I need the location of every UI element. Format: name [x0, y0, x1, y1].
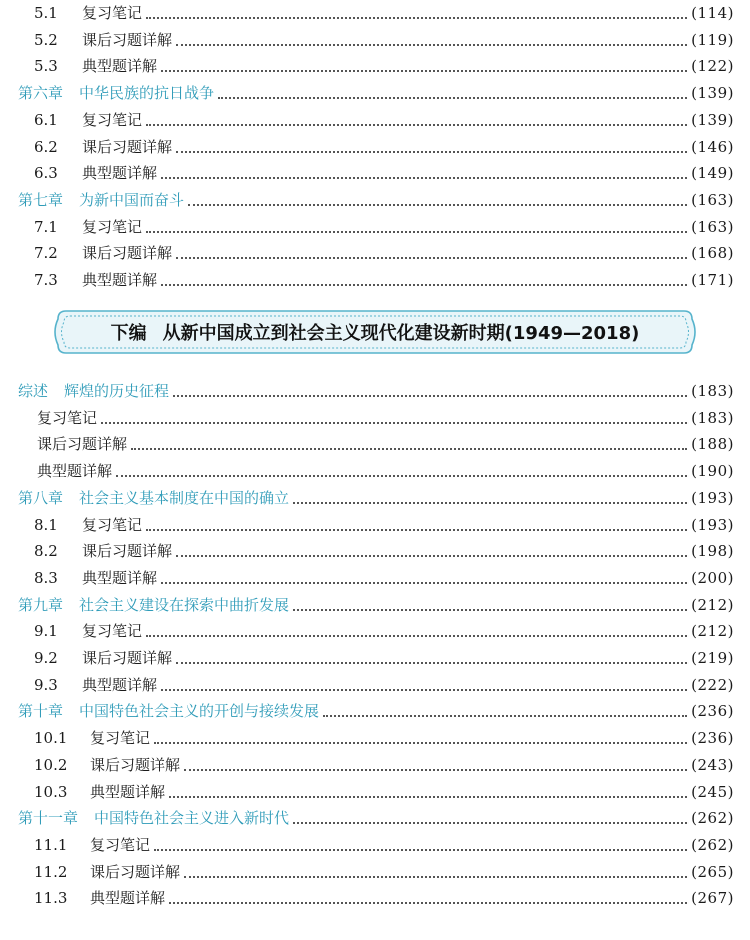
dot-leader [176, 124, 687, 153]
toc-page-number: (114) [691, 4, 734, 22]
part-banner [52, 307, 698, 357]
toc-entry-number: 5.1 [34, 4, 58, 22]
dot-leader [169, 769, 687, 798]
toc-page-number: (236) [691, 729, 734, 748]
toc-entry-title: 典型题详解 [82, 568, 158, 587]
toc-entry-number: 综述 [18, 382, 49, 400]
toc-page-number: (236) [691, 702, 734, 721]
toc-entry-number: 6.3 [34, 164, 58, 183]
dot-leader [176, 528, 687, 557]
toc-entry-label [0, 27, 172, 54]
toc-entry-number: 8.2 [34, 542, 58, 561]
toc-entry-number: 11.2 [34, 862, 68, 881]
dot-leader [293, 795, 687, 824]
toc-entry-label [0, 725, 150, 752]
dot-leader [116, 448, 687, 477]
dot-leader [161, 43, 687, 72]
toc-entry-title: 课后习题详解 [82, 30, 173, 49]
dot-leader [161, 662, 687, 691]
toc-entry-title: 课后习题详解 [90, 755, 181, 774]
toc-page-number: (168) [691, 244, 734, 263]
toc-entry-label [0, 458, 112, 485]
dot-leader [161, 555, 687, 584]
toc-entry-title: 典型题详解 [37, 462, 113, 481]
dot-leader [146, 608, 687, 637]
toc-entry-title: 中华民族的抗日战争 [79, 84, 215, 103]
dot-leader [146, 502, 687, 531]
toc-entry-label [0, 134, 172, 161]
toc-entry-title: 社会主义建设在探索中曲折发展 [79, 595, 290, 614]
dot-leader [173, 368, 687, 397]
toc-entry-number: 10.3 [34, 782, 68, 801]
toc-page-number: (265) [691, 862, 734, 881]
dot-leader [184, 849, 687, 878]
toc-section-entry[interactable] [0, 885, 750, 912]
toc-entry-number: 6.1 [34, 110, 58, 129]
banner-part-label: 下编 [110, 323, 147, 344]
toc-entry-number: 10.2 [34, 755, 68, 774]
toc-entry-number: 8.3 [34, 568, 58, 587]
toc-page-number: (193) [691, 515, 734, 534]
toc-entry-label [0, 779, 165, 806]
toc-entry-title: 复习笔记 [37, 408, 98, 427]
toc-entry-number: 9.3 [34, 675, 58, 694]
toc-entry-title: 辉煌的历史征程 [64, 382, 170, 400]
toc-entry-number: 5.3 [34, 57, 58, 76]
toc-entry-label [0, 0, 142, 27]
dot-leader [154, 715, 687, 744]
dot-leader [293, 475, 687, 504]
toc-page-number: (245) [691, 782, 734, 801]
toc-page-number: (146) [691, 137, 734, 156]
toc-entry-title: 复习笔记 [90, 835, 151, 854]
toc-page-number: (200) [691, 568, 734, 587]
toc-entry-number: 9.1 [34, 622, 58, 641]
banner-title [52, 307, 698, 357]
toc-page-number: (267) [691, 889, 734, 908]
toc-entry-number: 5.2 [34, 30, 58, 49]
toc-page-number: (193) [691, 488, 734, 507]
toc-page-number: (163) [691, 217, 734, 236]
dot-leader [188, 177, 687, 206]
toc-entry-number: 9.2 [34, 649, 58, 667]
toc-entry-label [0, 752, 180, 779]
toc-page-number: (119) [691, 30, 734, 49]
toc-entry-number: 第八章 [18, 488, 64, 507]
toc-entry-label [0, 859, 180, 886]
toc-entry-title: 典型题详解 [82, 271, 158, 289]
banner-title-text: 从新中国成立到社会主义现代化建设新时期(1949—2018) [162, 323, 640, 344]
toc-entry-title: 复习笔记 [90, 729, 151, 748]
dot-leader [161, 150, 687, 179]
toc-page-number: (243) [691, 755, 734, 774]
toc-section-entry[interactable] [0, 267, 750, 294]
dot-leader [293, 582, 687, 611]
toc-entry-title: 课后习题详解 [37, 435, 128, 454]
toc-entry-number: 6.2 [34, 137, 58, 156]
toc-entry-title: 课后习题详解 [82, 244, 173, 263]
toc-page-number: (122) [691, 57, 734, 76]
toc-entry-number: 第十一章 [18, 809, 79, 828]
toc-entry-label [0, 645, 172, 672]
toc-entry-label [0, 107, 142, 134]
dot-leader [176, 230, 687, 259]
toc-entry-number: 11.1 [34, 835, 68, 854]
toc-entry-number: 第六章 [18, 84, 64, 103]
toc-entry-label [0, 160, 157, 187]
toc-page-number: (212) [691, 622, 734, 641]
dot-leader [101, 395, 687, 424]
toc-entry-label [0, 832, 150, 859]
toc-page-number: (190) [691, 462, 734, 481]
toc-entry-number: 第九章 [18, 595, 64, 614]
toc-page-number: (163) [691, 190, 734, 209]
toc-entry-title: 典型题详解 [82, 675, 158, 694]
toc-entry-label [0, 240, 172, 267]
toc-entry-number: 10.1 [34, 729, 68, 748]
toc-entry-number: 8.1 [34, 515, 58, 534]
toc-entry-number: 7.3 [34, 271, 58, 289]
toc-entry-title: 中国特色社会主义的开创与接续发展 [79, 702, 320, 721]
toc-entry-title: 典型题详解 [82, 57, 158, 76]
dot-leader [169, 875, 687, 904]
dot-leader [146, 204, 687, 233]
toc-page-number: (262) [691, 809, 734, 828]
dot-leader [161, 257, 687, 286]
toc-page-number: (171) [691, 271, 734, 289]
toc-page-number: (149) [691, 164, 734, 183]
dot-leader [154, 822, 687, 851]
toc-entry-label [0, 672, 157, 699]
toc-entry-label [0, 618, 142, 645]
toc-page-number: (222) [691, 675, 734, 694]
dot-leader [131, 421, 687, 450]
dot-leader [176, 17, 687, 46]
toc-entry-label [0, 267, 157, 294]
toc-page-number: (188) [691, 435, 734, 454]
dot-leader [184, 742, 687, 771]
toc-entry-title: 复习笔记 [82, 110, 143, 129]
toc-entry-label [0, 431, 127, 458]
toc-entry-title: 复习笔记 [82, 217, 143, 236]
toc-page-number: (183) [691, 382, 734, 400]
toc-entry-number: 第七章 [18, 190, 64, 209]
toc-entry-title: 课后习题详解 [82, 542, 173, 561]
dot-leader [176, 635, 687, 664]
toc-entry-title: 社会主义基本制度在中国的确立 [79, 488, 290, 507]
toc-page-number: (198) [691, 542, 734, 561]
toc-page-number: (262) [691, 835, 734, 854]
toc-entry-title: 典型题详解 [82, 164, 158, 183]
toc-page-number: (183) [691, 408, 734, 427]
toc-page-number: (212) [691, 595, 734, 614]
toc-entry-title: 复习笔记 [82, 515, 143, 534]
toc-entry-number: 7.2 [34, 244, 58, 263]
toc-entry-title: 课后习题详解 [82, 137, 173, 156]
toc-page-number: (139) [691, 110, 734, 129]
dot-leader [218, 70, 687, 99]
toc-entry-label [0, 885, 165, 912]
toc-entry-title: 课后习题详解 [90, 862, 181, 881]
toc-entry-title: 复习笔记 [82, 622, 143, 641]
toc-entry-title: 中国特色社会主义进入新时代 [94, 809, 290, 828]
toc-entry-title: 典型题详解 [90, 889, 166, 908]
dot-leader [323, 688, 687, 717]
dot-leader [146, 97, 687, 126]
toc-entry-number: 第十章 [18, 702, 64, 721]
toc-page-number: (219) [691, 649, 734, 667]
toc-page-number: (139) [691, 84, 734, 103]
toc-entry-title: 为新中国而奋斗 [79, 190, 185, 209]
toc-entry-label [0, 565, 157, 592]
toc-entry-title: 复习笔记 [82, 4, 143, 22]
toc-entry-label [0, 214, 142, 241]
toc-entry-label [0, 512, 142, 539]
toc-entry-label [0, 538, 172, 565]
toc-entry-title: 典型题详解 [90, 782, 166, 801]
toc-entry-title: 课后习题详解 [82, 649, 173, 667]
toc-entry-label [0, 53, 157, 80]
toc-entry-number: 11.3 [34, 889, 68, 908]
toc-entry-label [0, 405, 97, 432]
toc-entry-number: 7.1 [34, 217, 58, 236]
